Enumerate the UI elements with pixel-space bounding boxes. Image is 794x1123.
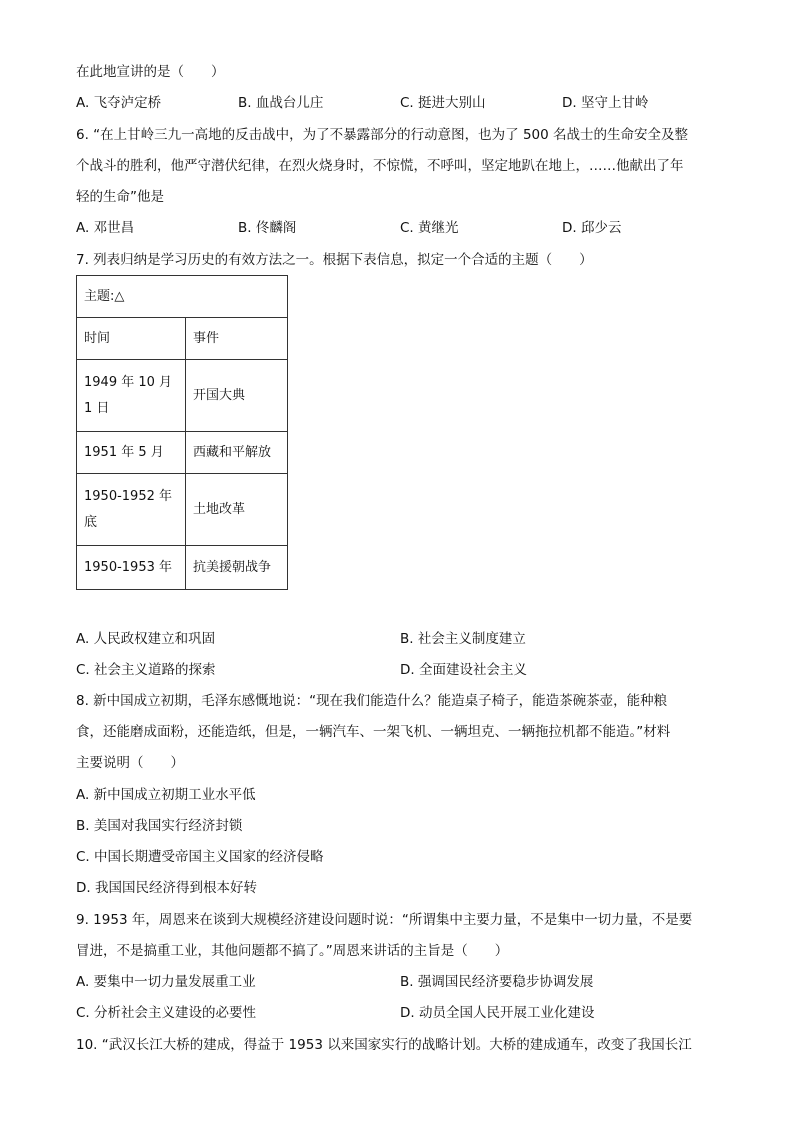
time-line: 1 日 [84, 400, 110, 416]
q6-stem-line-3: 轻的生命”他是 [76, 189, 164, 205]
q6-stem-line-2: 个战斗的胜利，他严守潜伏纪律，在烈火烧身时，不惊慌，不呼叫，坚定地趴在地上，……他献出了年 [76, 158, 684, 174]
q8-option-c: C. 中国长期遭受帝国主义国家的经济侵略 [76, 849, 324, 865]
q9-stem-line-2: 冒进，不是搞重工业，其他问题都不搞了。”周恩来讲话的主旨是（ ） [76, 943, 509, 959]
q5-option-a: A. 飞夺泸定桥 [76, 95, 162, 111]
table-cell-time [77, 474, 186, 546]
table-row [77, 474, 288, 546]
table-cell-event: 土地改革 [186, 474, 288, 546]
table-header-event: 事件 [186, 318, 288, 360]
table-header-time: 时间 [77, 318, 186, 360]
q10-stem-line-1: 10. “武汉长江大桥的建成，得益于 1953 以来国家实行的战略计划。大桥的建成通车，改变了我国长江 [76, 1037, 692, 1053]
table-cell-time [77, 360, 186, 432]
q7-option-c: C. 社会主义道路的探索 [76, 662, 216, 678]
table-cell-time: 1951 年 5 月 [77, 432, 186, 474]
time-line: 1949 年 10 月 [84, 374, 173, 390]
q5-stem: 在此地宣讲的是（ ） [76, 64, 225, 80]
q9-option-a: A. 要集中一切力量发展重工业 [76, 974, 256, 990]
table-cell-event: 抗美援朝战争 [186, 546, 288, 590]
table-theme: 主题:△ [77, 276, 288, 318]
q8-option-b: B. 美国对我国实行经济封锁 [76, 818, 243, 834]
q5-option-b: B. 血战台儿庄 [238, 95, 324, 111]
table-cell-event: 开国大典 [186, 360, 288, 432]
q8-option-d: D. 我国国民经济得到根本好转 [76, 880, 257, 896]
q9-stem-line-1: 9. 1953 年，周恩来在谈到大规模经济建设问题时说：“所谓集中主要力量，不是集中一切力量，不是要 [76, 912, 693, 928]
table-row [77, 360, 288, 432]
q7-option-d: D. 全面建设社会主义 [400, 662, 527, 678]
q6-stem-line-1: 6. “在上甘岭三九一高地的反击战中，为了不暴露部分的行动意图，也为了 500 名战士的生命安全及整 [76, 127, 689, 143]
q5-option-d: D. 坚守上甘岭 [562, 95, 649, 111]
time-line: 1950-1952 年 [84, 488, 172, 504]
q8-stem-line-1: 8. 新中国成立初期，毛泽东感慨地说：“现在我们能造什么？能造桌子椅子，能造茶碗茶壶，能种粮 [76, 693, 668, 709]
q5-option-c: C. 挺进大别山 [400, 95, 486, 111]
q9-option-b: B. 强调国民经济要稳步协调发展 [400, 974, 594, 990]
time-line: 底 [84, 514, 98, 530]
q8-option-a: A. 新中国成立初期工业水平低 [76, 787, 256, 803]
table-cell-event: 西藏和平解放 [186, 432, 288, 474]
q8-stem-line-3: 主要说明（ ） [76, 755, 184, 771]
q9-option-c: C. 分析社会主义建设的必要性 [76, 1005, 257, 1021]
q7-option-a: A. 人民政权建立和巩固 [76, 631, 216, 647]
q9-option-d: D. 动员全国人民开展工业化建设 [400, 1005, 595, 1021]
q6-option-c: C. 黄继光 [400, 220, 459, 236]
table-row [77, 432, 288, 474]
q6-option-d: D. 邱少云 [562, 220, 622, 236]
q7-option-b: B. 社会主义制度建立 [400, 631, 526, 647]
q6-option-a: A. 邓世昌 [76, 220, 135, 236]
table-row [77, 546, 288, 590]
q7-stem: 7. 列表归纳是学习历史的有效方法之一。根据下表信息，拟定一个合适的主题（ ） [76, 252, 593, 268]
q7-table [76, 275, 288, 590]
q6-option-b: B. 佟麟阁 [238, 220, 297, 236]
q8-stem-line-2: 食，还能磨成面粉，还能造纸，但是，一辆汽车、一架飞机、一辆坦克、一辆拖拉机都不能造。”材料 [76, 724, 671, 740]
table-cell-time: 1950-1953 年 [77, 546, 186, 590]
